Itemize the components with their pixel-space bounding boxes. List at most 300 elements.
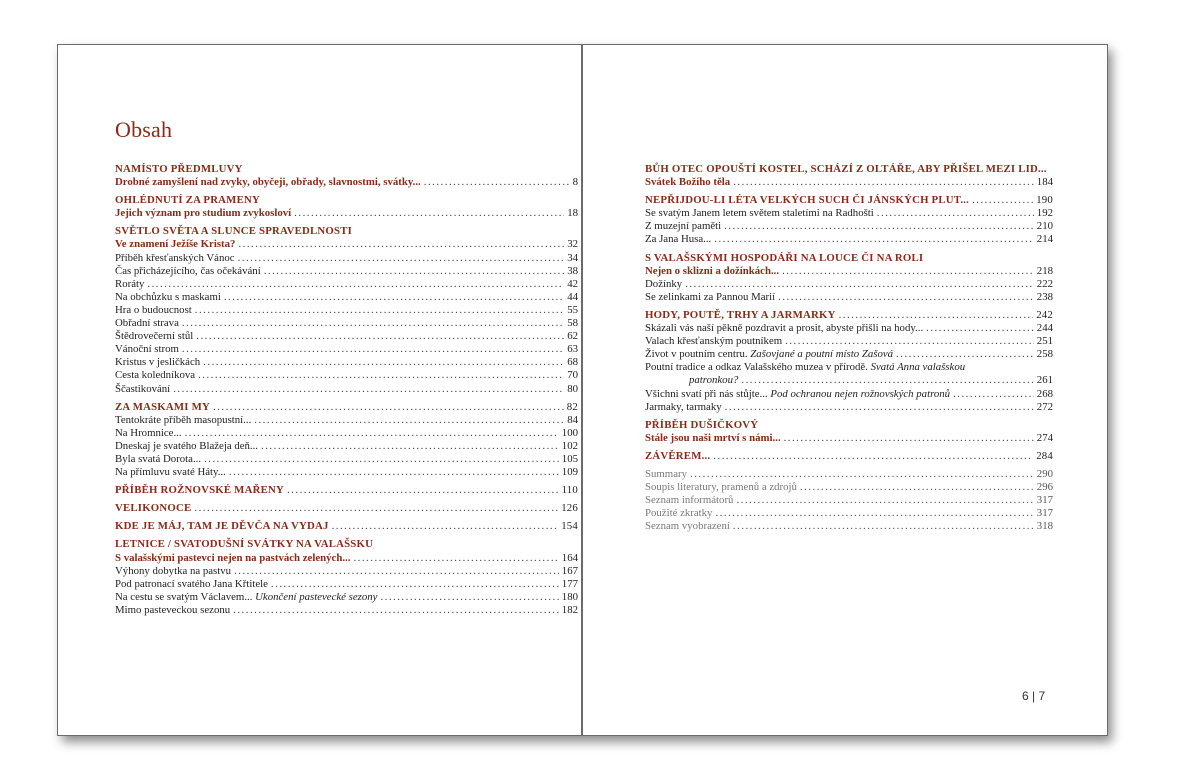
toc-entry-text: Summary — [645, 467, 687, 480]
toc-section — [645, 450, 1053, 463]
toc-left-column — [115, 163, 578, 622]
toc-section — [115, 502, 578, 515]
toc-entry-title — [115, 520, 329, 533]
toc-entry-text: Seznam informátorů — [645, 494, 734, 507]
toc-entry-title — [645, 194, 969, 207]
toc-page-number: 242 — [1036, 308, 1053, 321]
toc-entry — [115, 591, 578, 604]
toc-section — [115, 194, 578, 220]
toc-entry-text: Jejich význam pro studium zvykosloví — [115, 207, 292, 220]
toc-section — [645, 309, 1053, 414]
toc-entry-text: SVĚTLO SVĚTA A SLUNCE SPRAVEDLNOSTI — [115, 225, 353, 238]
toc-entry-text: Na cestu se svatým Václavem... — [115, 590, 253, 603]
toc-page-number: 284 — [1036, 449, 1053, 462]
toc-page-number: 100 — [561, 426, 578, 439]
toc-entry-title — [115, 356, 200, 369]
toc-chapter-subtitle — [645, 176, 1053, 189]
toc-entry-title — [645, 265, 779, 278]
toc-section — [115, 401, 578, 480]
toc-page-number: 55 — [567, 303, 578, 316]
toc-page-number: 290 — [1036, 467, 1053, 480]
toc-entry-title — [115, 453, 201, 466]
toc-entry-text: Dneskaj je svatého Blažeja deň... — [115, 439, 259, 452]
toc-entry-text: Svátek Božího těla — [645, 176, 731, 189]
toc-page-number: 82 — [566, 400, 578, 413]
page-numbers: 6 | 7 — [1022, 689, 1046, 703]
toc-chapter-subtitle — [115, 238, 578, 251]
toc-entry-title — [645, 468, 687, 481]
toc-entry-text: PŘÍBĚH ROŽNOVSKÉ MAŘENY — [115, 484, 284, 497]
toc-page-number: 164 — [561, 551, 578, 564]
toc-entry-text: Valach křesťanským poutníkem — [645, 335, 783, 348]
toc-page-number: 126 — [561, 502, 578, 515]
toc-section — [115, 484, 578, 497]
toc-chapter-heading — [645, 309, 1053, 322]
toc-page-number: 222 — [1036, 277, 1053, 290]
toc-chapter-heading — [115, 163, 578, 176]
toc-entry-italic-text: Pod ochranou nejen rožnovských patronů — [770, 387, 951, 400]
toc-entry-text: Cesta koledníkova — [115, 369, 196, 382]
toc-dot-leader — [254, 414, 564, 427]
toc-entry-title — [115, 343, 179, 356]
toc-entry-title — [115, 414, 251, 427]
toc-entry-text: PŘÍBĚH DUŠIČKOVÝ — [645, 418, 759, 431]
toc-entry-text: Obřadní strava — [115, 317, 179, 330]
toc-entry-title — [645, 176, 730, 189]
toc-chapter-heading — [645, 450, 1053, 463]
toc-entry — [645, 322, 1053, 335]
toc-page-number: 102 — [561, 439, 578, 452]
toc-entry-title — [645, 450, 710, 463]
toc-dot-leader — [229, 466, 559, 479]
toc-page-number: 218 — [1036, 264, 1053, 277]
toc-entry-title — [115, 207, 291, 220]
toc-page-number: 317 — [1036, 507, 1053, 520]
toc-page-number: 105 — [561, 452, 578, 465]
toc-entry-text: Byla svatá Dorota... — [115, 452, 202, 465]
toc-page-number: 62 — [567, 330, 578, 343]
toc-entry-title — [115, 317, 179, 330]
toc-entry-title — [115, 440, 258, 453]
toc-page-number: 32 — [567, 238, 578, 251]
toc-entry-text: ZÁVĚREM... — [645, 449, 711, 462]
toc-chapter-subtitle — [115, 207, 578, 220]
toc-entry-text: Se zelinkami za Pannou Marií — [645, 290, 776, 303]
toc-dot-leader — [380, 591, 558, 604]
toc-page-number: 58 — [567, 317, 578, 330]
toc-section — [645, 419, 1053, 445]
toc-entry-title — [115, 304, 192, 317]
toc-entry-text: BŮH OTEC OPOUŠTÍ KOSTEL, SCHÁZÍ Z OLTÁŘE, ABY PŘIŠEL MEZI LID... — [645, 163, 1047, 175]
toc-entry — [645, 291, 1053, 304]
toc-entry-text: Dožínky — [645, 277, 683, 290]
toc-dot-leader — [926, 322, 1034, 335]
toc-section — [115, 538, 578, 617]
toc-dot-leader — [713, 450, 1033, 463]
toc-dot-leader — [839, 309, 1034, 322]
toc-page-number: 80 — [567, 382, 578, 395]
toc-chapter-heading — [115, 225, 578, 238]
toc-entry-text: Roráty — [115, 277, 145, 290]
toc-dot-leader — [147, 278, 564, 291]
toc-page-number: 154 — [561, 520, 578, 533]
toc-section — [645, 252, 1053, 304]
toc-entry-text: NEPŘIJDOU-LI LÉTA VELKÝCH SUCH ČI JÁNSKÝCH PLUT... — [645, 194, 970, 207]
toc-entry-title — [115, 578, 268, 591]
toc-entry-text: Pod patronací svatého Jana Křtitele — [115, 577, 268, 590]
toc-entry-title — [115, 163, 243, 176]
toc-entry — [645, 481, 1053, 494]
toc-page-number: 272 — [1036, 400, 1053, 413]
toc-dot-leader — [690, 468, 1034, 481]
toc-entry — [115, 317, 578, 330]
toc-entry-title — [645, 233, 711, 246]
toc-entry-title — [115, 252, 235, 265]
toc-entry-title — [115, 278, 144, 291]
toc-dot-leader — [800, 481, 1034, 494]
toc-page-number: 180 — [561, 590, 578, 603]
toc-dot-leader — [182, 343, 564, 356]
toc-entry — [115, 265, 578, 278]
toc-section — [645, 468, 1053, 533]
toc-dot-leader — [685, 278, 1034, 291]
toc-entry — [645, 361, 1053, 374]
toc-dot-leader — [953, 388, 1034, 401]
toc-dot-leader — [185, 427, 559, 440]
toc-dot-leader — [195, 304, 564, 317]
toc-entry — [115, 440, 578, 453]
toc-entry-text: Vánoční strom — [115, 343, 179, 356]
toc-page-number: 268 — [1036, 387, 1053, 400]
toc-entry — [115, 369, 578, 382]
toc-entry-text: Použité zkratky — [645, 507, 713, 520]
toc-entry — [115, 427, 578, 440]
toc-entry-text: Štědrovečerní stůl — [115, 330, 194, 343]
toc-entry — [115, 278, 578, 291]
toc-entry-title — [645, 322, 923, 335]
toc-entry-text: OHLÉDNUTÍ ZA PRAMENY — [115, 194, 260, 207]
toc-entry-title — [689, 374, 738, 387]
toc-entry-text: Ve znamení Ježíše Krista? — [115, 238, 236, 251]
toc-page-number: 109 — [561, 466, 578, 479]
toc-entry — [115, 356, 578, 369]
toc-page-number: 317 — [1036, 494, 1053, 507]
toc-right-column — [645, 163, 1053, 538]
toc-entry-text: Z muzejní paměti — [645, 220, 722, 233]
toc-entry-title — [115, 484, 284, 497]
toc-entry-title — [115, 401, 210, 414]
toc-dot-leader — [213, 401, 564, 414]
toc-page-number: 177 — [561, 577, 578, 590]
toc-entry-text: Drobné zamyšlení nad zvyky, obyčeji, obřady, slavnostmi, svátky... — [115, 176, 421, 189]
toc-entry — [115, 291, 578, 304]
toc-page-number: 42 — [567, 277, 578, 290]
toc-entry-text: Seznam vyobrazení — [645, 520, 730, 533]
toc-entry-text: Soupis literatury, pramenů a zdrojů — [645, 481, 797, 494]
toc-entry-title — [645, 481, 797, 494]
toc-entry — [115, 383, 578, 396]
toc-entry-italic-text: Svatá Anna valašskou — [870, 361, 966, 374]
toc-entry-title — [115, 466, 226, 479]
toc-dot-leader — [784, 432, 1034, 445]
toc-entry-text: Skázali vás naší pěkně pozdravit a prosit, abyste přišli na hody... — [645, 322, 924, 335]
toc-dot-leader — [972, 194, 1033, 207]
toc-entry-text: VELIKONOCE — [115, 502, 192, 515]
toc-dot-leader — [353, 552, 558, 565]
toc-entry-text: Na obchůzku s maskami — [115, 290, 221, 303]
toc-dot-leader — [741, 374, 1033, 387]
toc-dot-leader — [224, 291, 564, 304]
toc-entry — [115, 604, 578, 617]
toc-entry — [115, 578, 578, 591]
toc-entry-title — [115, 383, 170, 396]
toc-entry — [645, 278, 1053, 291]
toc-entry-title — [645, 335, 782, 348]
toc-dot-leader — [733, 176, 1034, 189]
toc-page-number: 68 — [567, 356, 578, 369]
toc-entry-title — [115, 502, 191, 515]
toc-page-number: 318 — [1036, 520, 1053, 533]
toc-entry-text: Život v poutním centru. — [645, 348, 748, 361]
toc-page-number: 18 — [567, 207, 578, 220]
toc-entry-text: Čas přicházejícího, čas očekávání — [115, 264, 261, 277]
toc-entry — [115, 330, 578, 343]
toc-entry-title — [115, 194, 260, 207]
toc-page-number: 184 — [1036, 176, 1053, 189]
toc-dot-leader — [733, 520, 1034, 533]
toc-page-number: 38 — [567, 264, 578, 277]
toc-entry-title — [115, 330, 193, 343]
toc-entry-title — [115, 225, 352, 238]
right-page — [582, 44, 1108, 736]
toc-entry — [115, 343, 578, 356]
toc-page-number: 258 — [1036, 348, 1053, 361]
toc-page-number: 44 — [567, 290, 578, 303]
toc-dot-leader — [234, 565, 559, 578]
toc-page-number: 274 — [1036, 431, 1053, 444]
toc-entry-title — [645, 432, 781, 445]
toc-dot-leader — [714, 233, 1034, 246]
toc-dot-leader — [271, 578, 559, 591]
toc-entry-title — [115, 552, 350, 565]
toc-entry-text: S valašskými pastevci nejen na pastvách zelených... — [115, 551, 351, 564]
toc-dot-leader — [736, 494, 1033, 507]
toc-entry — [115, 453, 578, 466]
toc-section — [115, 225, 578, 395]
toc-entry-title — [645, 388, 950, 401]
toc-entry-text: Se svatým Janem letem světem staletími na Radhošti — [645, 207, 874, 220]
toc-entry-text: LETNICE / SVATODUŠNÍ SVÁTKY NA VALAŠSKU — [115, 538, 374, 551]
toc-dot-leader — [194, 502, 558, 515]
toc-page-number: 244 — [1036, 322, 1053, 335]
toc-entry — [645, 468, 1053, 481]
toc-entry-title — [645, 163, 1047, 176]
toc-entry — [115, 252, 578, 265]
toc-entry-text: NAMÍSTO PŘEDMLUVY — [115, 163, 243, 175]
toc-entry-title — [645, 419, 758, 432]
toc-chapter-subtitle — [645, 432, 1053, 445]
toc-dot-leader — [725, 401, 1034, 414]
toc-chapter-heading — [115, 194, 578, 207]
toc-chapter-heading — [115, 401, 578, 414]
toc-entry — [645, 494, 1053, 507]
toc-entry-text: Tentokráte příběh masopustní... — [115, 413, 252, 426]
toc-section — [115, 163, 578, 189]
toc-chapter-heading — [645, 252, 1053, 265]
toc-entry-title — [645, 361, 965, 374]
toc-entry — [645, 233, 1053, 246]
toc-entry — [645, 335, 1053, 348]
toc-entry-text: Příběh křesťanských Vánoc — [115, 251, 235, 264]
toc-dot-leader — [294, 207, 564, 220]
toc-dot-leader — [896, 348, 1034, 361]
toc-entry-title — [645, 278, 682, 291]
left-page — [57, 44, 582, 736]
toc-dot-leader — [715, 507, 1033, 520]
toc-chapter-subtitle — [115, 176, 578, 189]
toc-page-number: 261 — [1036, 374, 1053, 387]
toc-dot-leader — [203, 356, 564, 369]
toc-page-number: 8 — [572, 176, 578, 189]
toc-page-number: 210 — [1036, 220, 1053, 233]
toc-dot-leader — [424, 176, 570, 189]
toc-page-number: 167 — [561, 564, 578, 577]
toc-entry-text: Výhony dobytka na pastvu — [115, 564, 232, 577]
toc-chapter-heading — [115, 520, 578, 533]
toc-entry-title — [645, 348, 893, 361]
toc-entry-text: S VALAŠSKÝMI HOSPODÁŘI NA LOUCE ČI NA ROLI — [645, 251, 924, 264]
toc-page-number: 110 — [561, 484, 578, 497]
toc-entry — [645, 207, 1053, 220]
toc-section — [645, 163, 1053, 189]
toc-entry-title — [645, 252, 923, 265]
toc-page-number: 214 — [1036, 233, 1053, 246]
toc-entry-text: ZA MASKAMI MY — [115, 400, 210, 413]
toc-entry-text: Na přímluvu svaté Háty... — [115, 466, 226, 479]
toc-dot-leader — [198, 369, 564, 382]
toc-entry-title — [115, 265, 261, 278]
toc-page-number: 296 — [1036, 481, 1053, 494]
toc-dot-leader — [782, 265, 1034, 278]
toc-dot-leader — [264, 265, 565, 278]
toc-entry-text: Ščastikování — [115, 382, 171, 395]
toc-entry-text: Kristus v jesličkách — [115, 356, 201, 369]
toc-entry-italic-text: patronkou? — [689, 374, 739, 387]
toc-entry-text: Poutní tradice a odkaz Valašského muzea v přírodě. — [645, 361, 868, 374]
toc-entry — [645, 520, 1053, 533]
toc-page-number: 34 — [567, 251, 578, 264]
toc-entry-text: Stále jsou naši mrtví s námi... — [645, 431, 781, 444]
toc-entry-title — [645, 401, 722, 414]
toc-entry-title — [645, 494, 733, 507]
toc-entry-text: Jarmaky, tarmaky — [645, 400, 722, 413]
toc-page-number: 63 — [567, 343, 578, 356]
toc-entry-title — [645, 507, 712, 520]
toc-entry-title — [115, 604, 230, 617]
toc-chapter-heading — [645, 194, 1053, 207]
toc-page-number: 70 — [567, 369, 578, 382]
toc-dot-leader — [182, 317, 564, 330]
toc-entry — [115, 414, 578, 427]
toc-entry-title — [115, 565, 231, 578]
toc-dot-leader — [785, 335, 1034, 348]
toc-dot-leader — [287, 484, 559, 497]
toc-dot-leader — [778, 291, 1034, 304]
toc-entry — [645, 348, 1053, 361]
toc-page-number: 251 — [1036, 335, 1053, 348]
toc-entry — [115, 565, 578, 578]
toc-dot-leader — [238, 252, 565, 265]
toc-dot-leader — [196, 330, 564, 343]
toc-dot-leader — [724, 220, 1034, 233]
toc-entry-text: Hra o budoucnost — [115, 303, 192, 316]
toc-entry-italic-text: Ukončení pastevecké sezony — [255, 590, 378, 603]
toc-entry-title — [645, 291, 775, 304]
toc-entry-title — [115, 238, 235, 251]
toc-entry-title — [645, 520, 730, 533]
toc-entry-title — [645, 207, 874, 220]
toc-chapter-heading — [115, 538, 578, 551]
toc-entry-text: Nejen o sklizni a dožínkách... — [645, 264, 780, 277]
toc-entry-title — [115, 591, 377, 604]
toc-dot-leader — [877, 207, 1034, 220]
toc-chapter-heading — [115, 484, 578, 497]
toc-entry-text: KDE JE MÁJ, TAM JE DĚVČA NA VYDAJ — [115, 520, 329, 533]
toc-entry — [115, 466, 578, 479]
toc-entry-title — [115, 291, 221, 304]
toc-entry-title — [645, 220, 721, 233]
toc-entry — [645, 401, 1053, 414]
book-spread — [57, 44, 1107, 736]
toc-entry — [645, 507, 1053, 520]
toc-dot-leader — [238, 238, 564, 251]
toc-chapter-heading — [645, 163, 1053, 176]
toc-page-number: 238 — [1036, 290, 1053, 303]
toc-entry — [645, 220, 1053, 233]
toc-chapter-heading — [115, 502, 578, 515]
toc-entry — [645, 374, 1053, 387]
toc-dot-leader — [204, 453, 559, 466]
toc-entry-title — [115, 538, 373, 551]
toc-entry — [115, 304, 578, 317]
toc-entry-text: Na Hromnice... — [115, 426, 182, 439]
toc-entry-text: Mimo pasteveckou sezonu — [115, 603, 231, 616]
toc-section — [115, 520, 578, 533]
toc-section — [645, 194, 1053, 246]
toc-chapter-subtitle — [115, 552, 578, 565]
toc-entry-text: Všichni svatí při nás stůjte... — [645, 387, 768, 400]
toc-entry — [645, 388, 1053, 401]
toc-page-number: 84 — [567, 413, 578, 426]
toc-chapter-subtitle — [645, 265, 1053, 278]
toc-page-number: 190 — [1036, 194, 1053, 207]
toc-entry-italic-text: Zašovjané a poutní místo Zašová — [750, 348, 894, 361]
toc-chapter-heading — [645, 419, 1053, 432]
toc-entry-title — [645, 309, 836, 322]
toc-page-number: 192 — [1036, 207, 1053, 220]
toc-dot-leader — [173, 383, 564, 396]
toc-entry-text: HODY, POUTĚ, TRHY A JARMARKY — [645, 308, 836, 321]
toc-dot-leader — [233, 604, 559, 617]
toc-page-number: 182 — [561, 603, 578, 616]
toc-dot-leader — [261, 440, 559, 453]
toc-entry-text: Za Jana Husa... — [645, 233, 712, 246]
toc-entry-title — [115, 427, 182, 440]
page-title: Obsah — [115, 117, 173, 142]
toc-dot-leader — [332, 520, 559, 533]
toc-entry-title — [115, 369, 195, 382]
toc-entry-title — [115, 176, 421, 189]
